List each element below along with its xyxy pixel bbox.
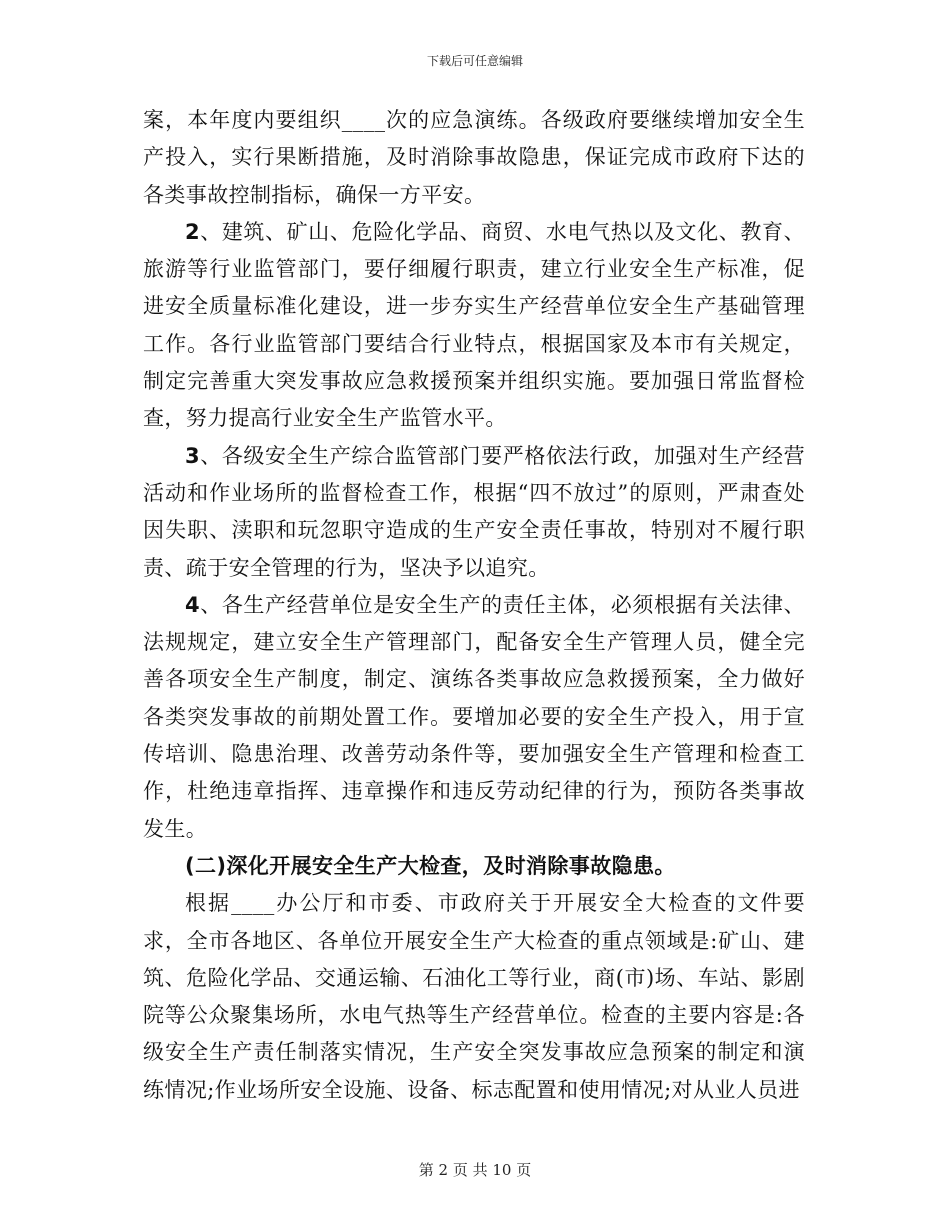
item-number: 3 (185, 443, 201, 468)
paragraph-text: 、各级安全生产综合监管部门要严格依法行政，加强对生产经营活动和作业场所的监督检查工作，根据“四不放过”的原则，严肃查处因失职、渎职和玩忽职守造成的生产安全责任事故，特别对不履行职责、疏于安全管理的行为，坚决予以追究。 (143, 443, 805, 580)
paragraph-text: 、各生产经营单位是安全生产的责任主体，必须根据有关法律、法规规定，建立安全生产管理部门，配备安全生产管理人员，健全完善各项安全生产制度，制定、演练各类事故应急救援预案，全力做好各类突发事故的前期处置工作。要增加必要的安全生产投入，用于宣传培训、隐患治理、改善劳动条件等，要加强安全生产管理和检查工作，杜绝违章指挥、违章操作和违反劳动纪律的行为，预防各类事故发生。 (143, 592, 805, 841)
paragraph-item-2 (143, 214, 805, 438)
item-number: 2 (185, 219, 201, 244)
section-subheading: (二)深化开展安全生产大检查，及时消除事故隐患。 (185, 853, 676, 878)
item-number: 4 (185, 592, 201, 617)
paragraph-continuation: 案，本年度内要组织____次的应急演练。各级政府要继续增加安全生产投入，实行果断措施，及时消除事故隐患，保证完成市政府下达的各类事故控制指标，确保一方平安。 (143, 108, 805, 207)
page-footer: 第 2 页 共 10 页 (418, 1161, 532, 1179)
document-body (143, 102, 805, 1109)
paragraph-text: 、建筑、矿山、危险化学品、商贸、水电气热以及文化、教育、旅游等行业监管部门，要仔细履行职责，建立行业安全生产标准，促进安全质量标准化建设，进一步夯实生产经营单位安全生产基础管理工作。各行业监管部门要结合行业特点，根据国家及本市有关规定，制定完善重大突发事故应急救援预案并组织实施。要加强日常监督检查，努力提高行业安全生产监管水平。 (143, 219, 805, 431)
paragraph-inspection: 根据____办公厅和市委、市政府关于开展安全大检查的文件要求，全市各地区、各单位开展安全生产大检查的重点领域是:矿山、建筑、危险化学品、交通运输、石油化工等行业，商(市)场、车站、影剧院等公众聚集场所，水电气热等生产经营单位。检查的主要内容是:各级安全生产责任制落实情况，生产安全突发事故应急预案的制定和演练情况;作业场所安全设施、设备、标志配置和使用情况;对从业人员进 (143, 891, 805, 1102)
page-header: 下载后可任意编辑 (426, 54, 523, 68)
paragraph-item-3 (143, 438, 805, 587)
paragraph-item-4 (143, 587, 805, 848)
